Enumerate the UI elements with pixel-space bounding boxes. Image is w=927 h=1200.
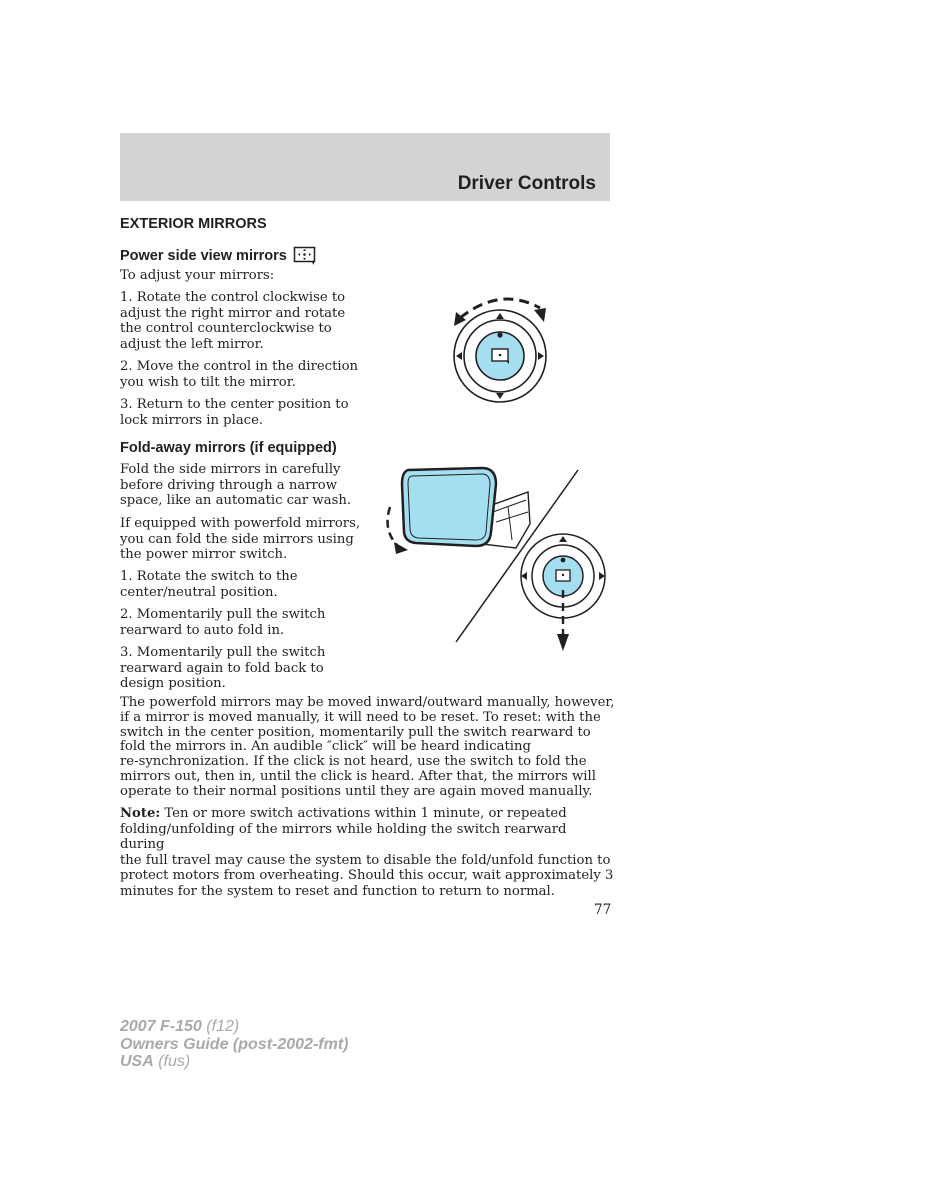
text-line: protect motors from overheating. Should this occur, wait approximately 3 (120, 868, 614, 884)
fold-para-1 (120, 462, 365, 509)
text-line: design position. (120, 676, 226, 692)
power-intro: To adjust your mirrors: (120, 268, 275, 283)
fold-step-2 (120, 607, 365, 638)
text-line: If equipped with powerfold mirrors, (120, 516, 361, 531)
text-line: fold the mirrors in. An audible ″click″ will be heard indicating (120, 739, 531, 755)
note-label: Note: (120, 806, 161, 821)
text-line: rearward to auto fold in. (120, 622, 285, 638)
text-line: you wish to tilt the mirror. (120, 374, 296, 390)
text-line: 1. Rotate the control clockwise to (120, 290, 346, 305)
text-line: Fold the side mirrors in carefully (120, 462, 341, 477)
section-title: EXTERIOR MIRRORS (120, 216, 267, 232)
power-step-1 (120, 290, 365, 352)
text-line: the control counterclockwise to (120, 321, 332, 337)
text-line: you can fold the side mirrors using (120, 531, 354, 547)
power-step-2 (120, 359, 365, 390)
text-line: lock mirrors in place. (120, 412, 264, 428)
mirror-control-icon (293, 246, 317, 266)
footer-line-1 (120, 1018, 348, 1036)
text-line: the power mirror switch. (120, 547, 288, 563)
powerfold-mirror-illustration (378, 462, 608, 662)
text-line: mirrors out, then in, until the click is heard. After that, the mirrors will (120, 768, 596, 784)
text-line: 3. Return to the center position to (120, 397, 349, 412)
text-line: center/neutral position. (120, 584, 278, 600)
text-line: operate to their normal positions until they are again moved manually. (120, 783, 593, 799)
text-line: the full travel may cause the system to disable the fold/unfold function to (120, 852, 611, 868)
mirror-control-dial-illustration (440, 290, 570, 410)
text-line: adjust the right mirror and rotate (120, 305, 346, 321)
footer-market-code: (fus) (153, 1053, 191, 1070)
text-line: re-synchronization. If the click is not heard, use the switch to fold the (120, 754, 587, 770)
text-line: rearward again to fold back to (120, 660, 324, 676)
reset-paragraph (120, 696, 615, 800)
text-line: 1. Rotate the switch to the (120, 569, 298, 584)
text-line: folding/unfolding of the mirrors while holding the switch rearward during (120, 821, 567, 853)
text-line: 2. Momentarily pull the switch (120, 607, 326, 622)
text-line: adjust the left mirror. (120, 336, 264, 352)
power-step-3 (120, 397, 365, 428)
fold-step-1 (120, 569, 365, 600)
fold-para-2 (120, 516, 365, 563)
header-bar (120, 133, 610, 201)
page-header-title: Driver Controls (457, 173, 596, 194)
footer-line-3 (120, 1053, 348, 1071)
power-mirrors-heading-row (120, 246, 317, 266)
footer-model-code: (f12) (201, 1018, 240, 1035)
footer-line-2: Owners Guide (post-2002-fmt) (120, 1035, 349, 1053)
text-line: before driving through a narrow (120, 477, 338, 493)
text-line: space, like an automatic car wash. (120, 493, 352, 509)
power-mirrors-heading: Power side view mirrors (120, 248, 287, 264)
note-first-line (120, 806, 615, 822)
footer-market: USA (120, 1053, 154, 1070)
text-line: minutes for the system to reset and function to return to normal. (120, 883, 555, 899)
footer (120, 1018, 348, 1071)
text-line: switch in the center position, momentarily pull the switch rearward to (120, 724, 591, 740)
text-line: if a mirror is moved manually, it will need to be reset. To reset: with the (120, 709, 601, 725)
text-line: 2. Move the control in the direction (120, 359, 359, 374)
text-line: The powerfold mirrors may be moved inward/outward manually, however, (120, 695, 615, 710)
fold-away-heading: Fold-away mirrors (if equipped) (120, 440, 337, 456)
text-line: Ten or more switch activations within 1 minute, or repeated (160, 806, 567, 821)
page-number: 77 (594, 902, 612, 918)
footer-model: 2007 F-150 (120, 1018, 202, 1035)
text-line: 3. Momentarily pull the switch (120, 645, 326, 660)
note-paragraph (120, 806, 615, 900)
fold-step-3 (120, 645, 365, 692)
